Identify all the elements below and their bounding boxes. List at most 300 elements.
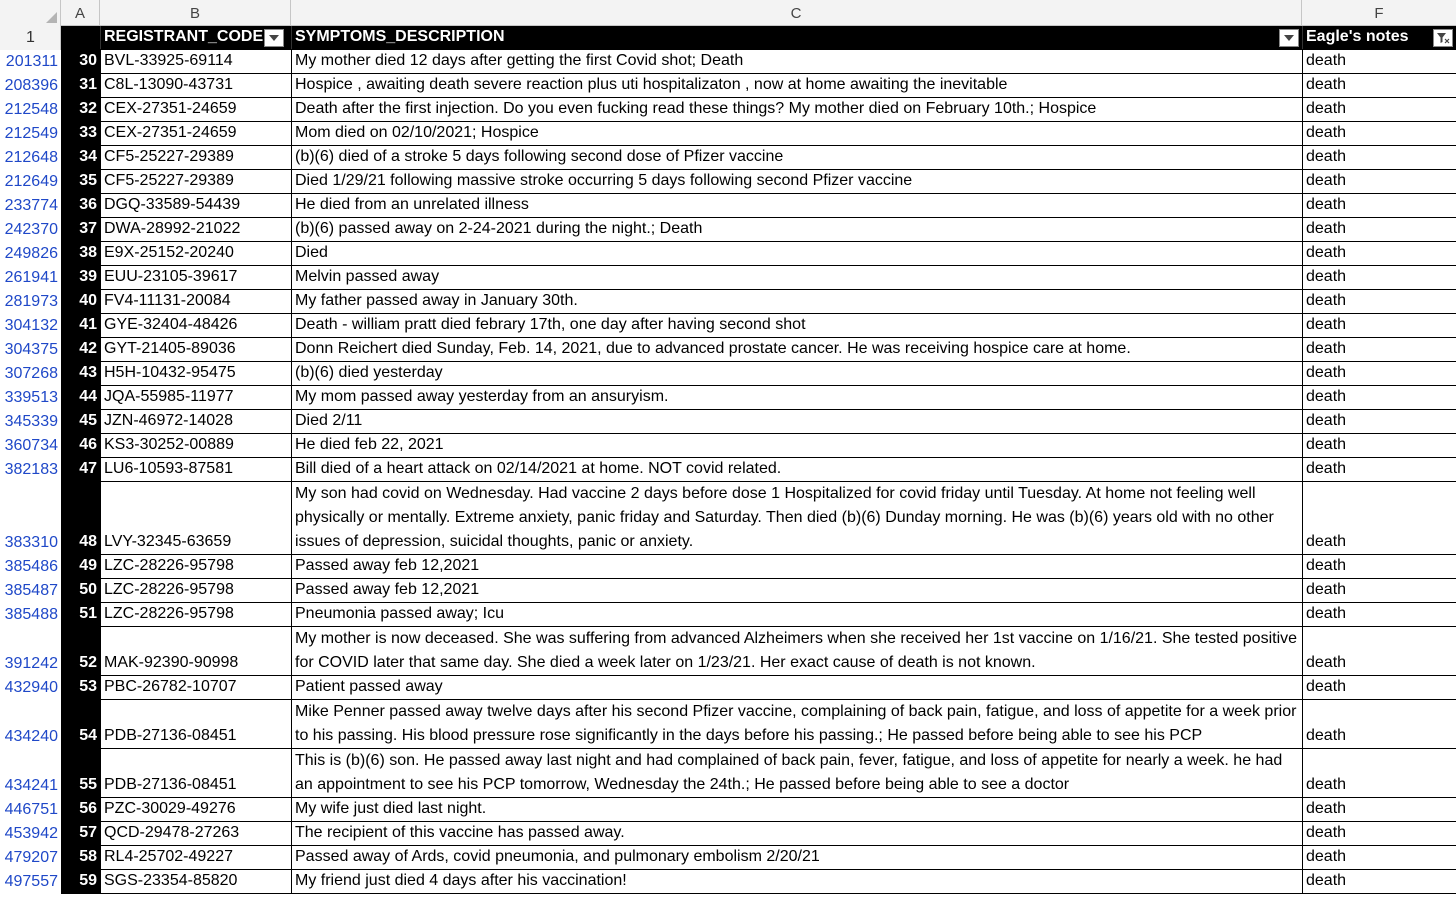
eagles-notes-cell-text: death xyxy=(1306,388,1347,405)
eagles-notes-cell-text: death xyxy=(1306,557,1347,574)
index-cell-text: 30 xyxy=(79,52,97,69)
eagles-notes-cell[interactable] xyxy=(1302,700,1456,748)
registrant-code-cell[interactable] xyxy=(100,242,291,265)
index-cell[interactable] xyxy=(61,846,100,869)
registrant-code-cell-text: LZC-28226-95798 xyxy=(104,581,234,598)
index-cell-text: 48 xyxy=(79,533,97,550)
symptoms-description-cell-text: This is (b)(6) son. He passed away last night and had complained of back pain, fever, fatigue, and loss of appetite for nearly a week. he had an appointment to see his PCP tomorrow, Wednesday the 24th.; He passed before being able to see a doctor xyxy=(295,752,1283,793)
eagles-notes-cell-text: death xyxy=(1306,124,1347,141)
symptoms-description-cell-text: Patient passed away xyxy=(295,678,443,695)
eagles-notes-cell[interactable] xyxy=(1302,98,1456,121)
eagles-notes-cell[interactable] xyxy=(1302,314,1456,337)
symptoms-description-cell[interactable] xyxy=(291,290,1302,313)
table-row xyxy=(61,50,1456,74)
eagles-notes-cell-text: death xyxy=(1306,533,1347,550)
table-row xyxy=(61,242,1456,266)
index-cell-text: 36 xyxy=(79,196,97,213)
eagles-notes-cell[interactable] xyxy=(1302,410,1456,433)
symptoms-description-cell-text: My father passed away in January 30th. xyxy=(295,292,578,309)
table-row xyxy=(61,170,1456,194)
eagles-notes-cell-text: death xyxy=(1306,460,1347,477)
symptoms-description-cell[interactable] xyxy=(291,676,1302,699)
index-cell-text: 37 xyxy=(79,220,97,237)
registrant-code-cell[interactable] xyxy=(100,846,291,869)
eagles-notes-cell[interactable] xyxy=(1302,798,1456,821)
eagles-notes-cell[interactable] xyxy=(1302,846,1456,869)
eagles-notes-cell[interactable] xyxy=(1302,555,1456,578)
symptoms-description-cell[interactable] xyxy=(291,338,1302,361)
symptoms-description-cell[interactable] xyxy=(291,386,1302,409)
header-row xyxy=(61,26,1456,50)
registrant-code-cell[interactable] xyxy=(100,798,291,821)
row-number[interactable]: 249826 xyxy=(0,242,61,266)
registrant-code-cell-text: JQA-55985-11977 xyxy=(104,388,234,405)
symptoms-description-cell-text: Passed away feb 12,2021 xyxy=(295,557,480,574)
index-cell-text: 54 xyxy=(79,727,97,744)
registrant-code-cell-text: GYT-21405-89036 xyxy=(104,340,236,357)
registrant-code-cell-text: LZC-28226-95798 xyxy=(104,605,234,622)
registrant-code-cell-text: BVL-33925-69114 xyxy=(104,52,233,69)
column-header-b[interactable]: B xyxy=(100,0,291,26)
row-number[interactable]: 453942 xyxy=(0,822,61,846)
index-cell[interactable] xyxy=(61,362,100,385)
index-cell[interactable] xyxy=(61,290,100,313)
symptoms-description-cell-text: The recipient of this vaccine has passed away. xyxy=(295,824,625,841)
header-label-eagles-notes: Eagle's notes xyxy=(1306,28,1409,45)
registrant-code-cell[interactable] xyxy=(100,362,291,385)
table-row xyxy=(61,749,1456,798)
row-number[interactable]: 212548 xyxy=(0,98,61,122)
symptoms-description-cell[interactable] xyxy=(291,410,1302,433)
row-number[interactable]: 360734 xyxy=(0,434,61,458)
row-number-header[interactable]: 1 xyxy=(0,26,61,50)
registrant-code-cell[interactable] xyxy=(100,74,291,97)
eagles-notes-cell-text: death xyxy=(1306,340,1347,357)
table-row xyxy=(61,410,1456,434)
eagles-notes-cell[interactable] xyxy=(1302,194,1456,217)
symptoms-description-cell[interactable] xyxy=(291,170,1302,193)
eagles-notes-cell[interactable] xyxy=(1302,482,1456,554)
registrant-code-cell[interactable] xyxy=(100,170,291,193)
table-row xyxy=(61,98,1456,122)
registrant-code-cell-text: C8L-13090-43731 xyxy=(104,76,233,93)
registrant-code-cell-text: EUU-23105-39617 xyxy=(104,268,238,285)
symptoms-description-cell-text: He died from an unrelated illness xyxy=(295,196,529,213)
eagles-notes-cell-text: death xyxy=(1306,100,1347,117)
registrant-code-cell[interactable] xyxy=(100,410,291,433)
table-row xyxy=(61,482,1456,555)
index-cell[interactable] xyxy=(61,822,100,845)
registrant-code-cell-text: E9X-25152-20240 xyxy=(104,244,234,261)
symptoms-description-cell[interactable] xyxy=(291,122,1302,145)
symptoms-description-cell-text: (b)(6) died of a stroke 5 days following second dose of Pfizer vaccine xyxy=(295,148,784,165)
table-row xyxy=(61,338,1456,362)
index-cell-text: 56 xyxy=(79,800,97,817)
registrant-code-cell-text: PDB-27136-08451 xyxy=(104,727,237,744)
index-cell-text: 53 xyxy=(79,678,97,695)
index-cell[interactable] xyxy=(61,870,100,893)
eagles-notes-cell-text: death xyxy=(1306,872,1347,889)
symptoms-description-cell-text: My friend just died 4 days after his vaccination! xyxy=(295,872,627,889)
eagles-notes-cell[interactable] xyxy=(1302,218,1456,241)
table-row xyxy=(61,146,1456,170)
registrant-code-cell-text: CEX-27351-24659 xyxy=(104,124,237,141)
row-number[interactable]: 304132 xyxy=(0,314,61,338)
filter-active-button[interactable] xyxy=(1433,29,1453,47)
index-cell[interactable] xyxy=(61,122,100,145)
symptoms-description-cell-text: Passed away feb 12,2021 xyxy=(295,581,480,598)
row-number[interactable]: 497557 xyxy=(0,870,61,894)
eagles-notes-cell[interactable] xyxy=(1302,603,1456,626)
row-number[interactable]: 383310 xyxy=(0,482,61,555)
index-cell-text: 39 xyxy=(79,268,97,285)
symptoms-description-cell[interactable] xyxy=(291,822,1302,845)
index-cell[interactable] xyxy=(61,386,100,409)
row-number[interactable]: 434240 xyxy=(0,700,61,749)
eagles-notes-cell-text: death xyxy=(1306,581,1347,598)
symptoms-description-cell[interactable] xyxy=(291,458,1302,481)
registrant-code-cell[interactable] xyxy=(100,822,291,845)
index-cell[interactable] xyxy=(61,482,100,554)
symptoms-description-cell-text: Melvin passed away xyxy=(295,268,440,285)
index-cell-text: 52 xyxy=(79,654,97,671)
index-cell[interactable] xyxy=(61,410,100,433)
eagles-notes-cell-text: death xyxy=(1306,316,1347,333)
index-cell[interactable] xyxy=(61,627,100,675)
registrant-code-cell[interactable] xyxy=(100,458,291,481)
eagles-notes-cell[interactable] xyxy=(1302,338,1456,361)
eagles-notes-cell[interactable] xyxy=(1302,627,1456,675)
index-cell[interactable] xyxy=(61,146,100,169)
row-number[interactable]: 339513 xyxy=(0,386,61,410)
symptoms-description-cell-text: (b)(6) died yesterday xyxy=(295,364,443,381)
index-cell-text: 41 xyxy=(79,316,97,333)
index-cell[interactable] xyxy=(61,676,100,699)
index-cell[interactable] xyxy=(61,458,100,481)
header-cell-a[interactable] xyxy=(61,26,100,49)
select-all-icon xyxy=(46,12,57,23)
index-cell-text: 32 xyxy=(79,100,97,117)
column-header-bar xyxy=(0,0,1456,26)
registrant-code-cell[interactable] xyxy=(100,146,291,169)
index-cell[interactable] xyxy=(61,266,100,289)
registrant-code-cell-text: H5H-10432-95475 xyxy=(104,364,236,381)
symptoms-description-cell[interactable] xyxy=(291,798,1302,821)
column-header-c[interactable]: C xyxy=(291,0,1302,26)
registrant-code-cell-text: LVY-32345-63659 xyxy=(104,533,232,550)
eagles-notes-cell-text: death xyxy=(1306,800,1347,817)
eagles-notes-cell[interactable] xyxy=(1302,579,1456,602)
filter-dropdown-button[interactable] xyxy=(1279,29,1299,47)
table-row xyxy=(61,386,1456,410)
symptoms-description-cell-text: Death after the first injection. Do you even fucking read these things? My mother died on February 10th.; Hospice xyxy=(295,100,1097,117)
header-cell-registrant-code[interactable] xyxy=(100,26,291,49)
index-cell-text: 34 xyxy=(79,148,97,165)
symptoms-description-cell[interactable] xyxy=(291,50,1302,73)
table-row xyxy=(61,579,1456,603)
table-row xyxy=(61,122,1456,146)
index-cell-text: 42 xyxy=(79,340,97,357)
symptoms-description-cell-text: My mom passed away yesterday from an ansuryism. xyxy=(295,388,669,405)
symptoms-description-cell[interactable] xyxy=(291,749,1302,797)
registrant-code-cell[interactable] xyxy=(100,579,291,602)
registrant-code-cell-text: PZC-30029-49276 xyxy=(104,800,236,817)
table-row xyxy=(61,362,1456,386)
index-cell-text: 43 xyxy=(79,364,97,381)
symptoms-description-cell[interactable] xyxy=(291,242,1302,265)
registrant-code-cell[interactable] xyxy=(100,627,291,675)
table-row xyxy=(61,218,1456,242)
eagles-notes-cell[interactable] xyxy=(1302,362,1456,385)
eagles-notes-cell[interactable] xyxy=(1302,266,1456,289)
table-row xyxy=(61,846,1456,870)
table-row xyxy=(61,314,1456,338)
eagles-notes-cell-text: death xyxy=(1306,244,1347,261)
symptoms-description-cell-text: My mother died 12 days after getting the first Covid shot; Death xyxy=(295,52,744,69)
filter-active-icon xyxy=(1436,31,1450,45)
registrant-code-cell[interactable] xyxy=(100,676,291,699)
registrant-code-cell[interactable] xyxy=(100,338,291,361)
row-number[interactable]: 479207 xyxy=(0,846,61,870)
table-row xyxy=(61,603,1456,627)
table-row xyxy=(61,700,1456,749)
eagles-notes-cell[interactable] xyxy=(1302,170,1456,193)
eagles-notes-cell[interactable] xyxy=(1302,434,1456,457)
registrant-code-cell[interactable] xyxy=(100,218,291,241)
symptoms-description-cell[interactable] xyxy=(291,846,1302,869)
eagles-notes-cell-text: death xyxy=(1306,436,1347,453)
index-cell-text: 31 xyxy=(79,76,97,93)
row-number[interactable]: 385487 xyxy=(0,579,61,603)
registrant-code-cell-text: LZC-28226-95798 xyxy=(104,557,234,574)
table-row xyxy=(61,74,1456,98)
eagles-notes-cell[interactable] xyxy=(1302,870,1456,893)
index-cell-text: 55 xyxy=(79,776,97,793)
index-cell[interactable] xyxy=(61,603,100,626)
index-cell-text: 58 xyxy=(79,848,97,865)
symptoms-description-cell-text: Mike Penner passed away twelve days after his second Pfizer vaccine, complaining of back pain, fatigue, and loss of appetite for a week prior to his passing. His blood pressure rose significantly in the days before his passing.; He passed before being able to see his PCP xyxy=(295,703,1297,744)
header-cell-symptoms-description[interactable] xyxy=(291,26,1302,49)
row-number[interactable]: 432940 xyxy=(0,676,61,700)
symptoms-description-cell[interactable] xyxy=(291,218,1302,241)
registrant-code-cell[interactable] xyxy=(100,290,291,313)
row-number[interactable]: 446751 xyxy=(0,798,61,822)
symptoms-description-cell[interactable] xyxy=(291,314,1302,337)
row-number[interactable]: 382183 xyxy=(0,458,61,482)
registrant-code-cell-text: PDB-27136-08451 xyxy=(104,776,237,793)
symptoms-description-cell-text: (b)(6) passed away on 2-24-2021 during the night.; Death xyxy=(295,220,703,237)
row-number[interactable]: 304375 xyxy=(0,338,61,362)
index-cell[interactable] xyxy=(61,798,100,821)
registrant-code-cell-text: SGS-23354-85820 xyxy=(104,872,238,889)
index-cell-text: 46 xyxy=(79,436,97,453)
registrant-code-cell-text: DWA-28992-21022 xyxy=(104,220,241,237)
row-number[interactable]: 242370 xyxy=(0,218,61,242)
symptoms-description-cell-text: Died xyxy=(295,244,328,261)
registrant-code-cell[interactable] xyxy=(100,122,291,145)
filter-dropdown-icon xyxy=(1284,35,1294,41)
row-number[interactable]: 345339 xyxy=(0,410,61,434)
eagles-notes-cell-text: death xyxy=(1306,776,1347,793)
symptoms-description-cell-text: My mother is now deceased. She was suffering from advanced Alzheimers when she received her 1st vaccine on 1/16/21. She tested positive for COVID later that same day. She died a week later on 1/23/21. Her exact cause of death is not known. xyxy=(295,630,1298,671)
registrant-code-cell[interactable] xyxy=(100,266,291,289)
registrant-code-cell[interactable] xyxy=(100,50,291,73)
header-label-registrant-code: REGISTRANT_CODE xyxy=(104,28,264,45)
eagles-notes-cell-text: death xyxy=(1306,412,1347,429)
index-cell-text: 45 xyxy=(79,412,97,429)
eagles-notes-cell[interactable] xyxy=(1302,822,1456,845)
symptoms-description-cell[interactable] xyxy=(291,362,1302,385)
symptoms-description-cell[interactable] xyxy=(291,74,1302,97)
symptoms-description-cell[interactable] xyxy=(291,700,1302,748)
eagles-notes-cell-text: death xyxy=(1306,52,1347,69)
row-number[interactable]: 261941 xyxy=(0,266,61,290)
table-row xyxy=(61,676,1456,700)
row-number[interactable]: 208396 xyxy=(0,74,61,98)
symptoms-description-cell[interactable] xyxy=(291,603,1302,626)
index-cell[interactable] xyxy=(61,242,100,265)
registrant-code-cell[interactable] xyxy=(100,386,291,409)
column-header-f[interactable]: F xyxy=(1374,5,1384,22)
symptoms-description-cell[interactable] xyxy=(291,555,1302,578)
eagles-notes-cell-text: death xyxy=(1306,196,1347,213)
registrant-code-cell[interactable] xyxy=(100,749,291,797)
symptoms-description-cell[interactable] xyxy=(291,146,1302,169)
registrant-code-cell[interactable] xyxy=(100,194,291,217)
eagles-notes-cell-text: death xyxy=(1306,605,1347,622)
row-number[interactable]: 212649 xyxy=(0,170,61,194)
index-cell[interactable] xyxy=(61,218,100,241)
registrant-code-cell[interactable] xyxy=(100,482,291,554)
row-number[interactable]: 281973 xyxy=(0,290,61,314)
eagles-notes-cell[interactable] xyxy=(1302,458,1456,481)
row-number[interactable]: 233774 xyxy=(0,194,61,218)
symptoms-description-cell[interactable] xyxy=(291,482,1302,554)
column-header-a[interactable]: A xyxy=(61,0,100,26)
eagles-notes-cell[interactable] xyxy=(1302,676,1456,699)
registrant-code-cell-text: GYE-32404-48426 xyxy=(104,316,238,333)
index-cell-text: 47 xyxy=(79,460,97,477)
registrant-code-cell[interactable] xyxy=(100,314,291,337)
index-cell[interactable] xyxy=(61,555,100,578)
registrant-code-cell[interactable] xyxy=(100,98,291,121)
symptoms-description-cell[interactable] xyxy=(291,266,1302,289)
symptoms-description-cell[interactable] xyxy=(291,870,1302,893)
index-cell[interactable] xyxy=(61,194,100,217)
registrant-code-cell-text: KS3-30252-00889 xyxy=(104,436,234,453)
registrant-code-cell-text: LU6-10593-87581 xyxy=(104,460,233,477)
eagles-notes-cell-text: death xyxy=(1306,727,1347,744)
eagles-notes-cell[interactable] xyxy=(1302,122,1456,145)
eagles-notes-cell[interactable] xyxy=(1302,50,1456,73)
symptoms-description-cell-text: Bill died of a heart attack on 02/14/2021 at home. NOT covid related. xyxy=(295,460,782,477)
index-cell-text: 40 xyxy=(79,292,97,309)
eagles-notes-cell-text: death xyxy=(1306,220,1347,237)
eagles-notes-cell-text: death xyxy=(1306,848,1347,865)
registrant-code-cell[interactable] xyxy=(100,555,291,578)
symptoms-description-cell[interactable] xyxy=(291,434,1302,457)
symptoms-description-cell-text: Pneumonia passed away; Icu xyxy=(295,605,505,622)
row-number[interactable]: 201311 xyxy=(0,50,61,74)
eagles-notes-cell[interactable] xyxy=(1302,74,1456,97)
table-row xyxy=(61,266,1456,290)
symptoms-description-cell[interactable] xyxy=(291,194,1302,217)
index-cell[interactable] xyxy=(61,50,100,73)
eagles-notes-cell[interactable] xyxy=(1302,749,1456,797)
row-number[interactable]: 212648 xyxy=(0,146,61,170)
symptoms-description-cell-text: My son had covid on Wednesday. Had vaccine 2 days before dose 1 Hospitalized for covid friday until Tuesday. At home not feeling well physically or mentally. Extreme anxiety, panic friday and Saturday. Then died (b)(6) Dunday morning. He was (b)(6) years old with no other issues of depression, suicidal thoughts, panic or anxiety. xyxy=(295,485,1274,550)
index-cell[interactable] xyxy=(61,700,100,748)
index-cell[interactable] xyxy=(61,338,100,361)
index-cell-text: 33 xyxy=(79,124,97,141)
table-row xyxy=(61,627,1456,676)
index-cell[interactable] xyxy=(61,74,100,97)
eagles-notes-cell-text: death xyxy=(1306,824,1347,841)
registrant-code-cell-text: FV4-11131-20084 xyxy=(104,292,231,309)
row-number[interactable]: 385486 xyxy=(0,555,61,579)
index-cell[interactable] xyxy=(61,579,100,602)
table-row xyxy=(61,290,1456,314)
registrant-code-cell[interactable] xyxy=(100,603,291,626)
symptoms-description-cell-text: Died 1/29/21 following massive stroke occurring 5 days following second Pfizer vaccine xyxy=(295,172,913,189)
symptoms-description-cell[interactable] xyxy=(291,579,1302,602)
index-cell-text: 59 xyxy=(79,872,97,889)
table-row xyxy=(61,555,1456,579)
index-cell[interactable] xyxy=(61,98,100,121)
symptoms-description-cell[interactable] xyxy=(291,98,1302,121)
symptoms-description-cell-text: My wife just died last night. xyxy=(295,800,487,817)
eagles-notes-cell[interactable] xyxy=(1302,242,1456,265)
registrant-code-cell-text: DGQ-33589-54439 xyxy=(104,196,241,213)
index-cell[interactable] xyxy=(61,434,100,457)
registrant-code-cell[interactable] xyxy=(100,434,291,457)
eagles-notes-cell[interactable] xyxy=(1302,386,1456,409)
eagles-notes-cell[interactable] xyxy=(1302,146,1456,169)
index-cell[interactable] xyxy=(61,749,100,797)
registrant-code-cell-text: PBC-26782-10707 xyxy=(104,678,237,695)
registrant-code-cell[interactable] xyxy=(100,870,291,893)
registrant-code-cell-text: QCD-29478-27263 xyxy=(104,824,240,841)
symptoms-description-cell-text: He died feb 22, 2021 xyxy=(295,436,444,453)
registrant-code-cell[interactable] xyxy=(100,700,291,748)
header-label-symptoms-description: SYMPTOMS_DESCRIPTION xyxy=(295,28,505,45)
row-number[interactable]: 434241 xyxy=(0,749,61,798)
table-row xyxy=(61,434,1456,458)
eagles-notes-cell-text: death xyxy=(1306,678,1347,695)
row-number[interactable]: 307268 xyxy=(0,362,61,386)
index-cell-text: 38 xyxy=(79,244,97,261)
select-all-corner[interactable] xyxy=(0,0,61,26)
index-cell-text: 49 xyxy=(79,557,97,574)
registrant-code-cell-text: CEX-27351-24659 xyxy=(104,100,237,117)
row-number[interactable]: 212549 xyxy=(0,122,61,146)
registrant-code-cell-text: CF5-25227-29389 xyxy=(104,172,234,189)
symptoms-description-cell-text: Hospice , awaiting death severe reaction plus uti hospitalizaton , now at home awaiting the inevitable xyxy=(295,76,1008,93)
index-cell[interactable] xyxy=(61,314,100,337)
index-cell-text: 57 xyxy=(79,824,97,841)
eagles-notes-cell[interactable] xyxy=(1302,290,1456,313)
row-number[interactable]: 385488 xyxy=(0,603,61,627)
row-number[interactable]: 391242 xyxy=(0,627,61,676)
index-cell-text: 50 xyxy=(79,581,97,598)
eagles-notes-cell-text: death xyxy=(1306,364,1347,381)
symptoms-description-cell-text: Passed away of Ards, covid pneumonia, and pulmonary embolism 2/20/21 xyxy=(295,848,820,865)
index-cell-text: 44 xyxy=(79,388,97,405)
index-cell[interactable] xyxy=(61,170,100,193)
eagles-notes-cell-text: death xyxy=(1306,148,1347,165)
filter-dropdown-button[interactable] xyxy=(264,29,284,47)
symptoms-description-cell[interactable] xyxy=(291,627,1302,675)
